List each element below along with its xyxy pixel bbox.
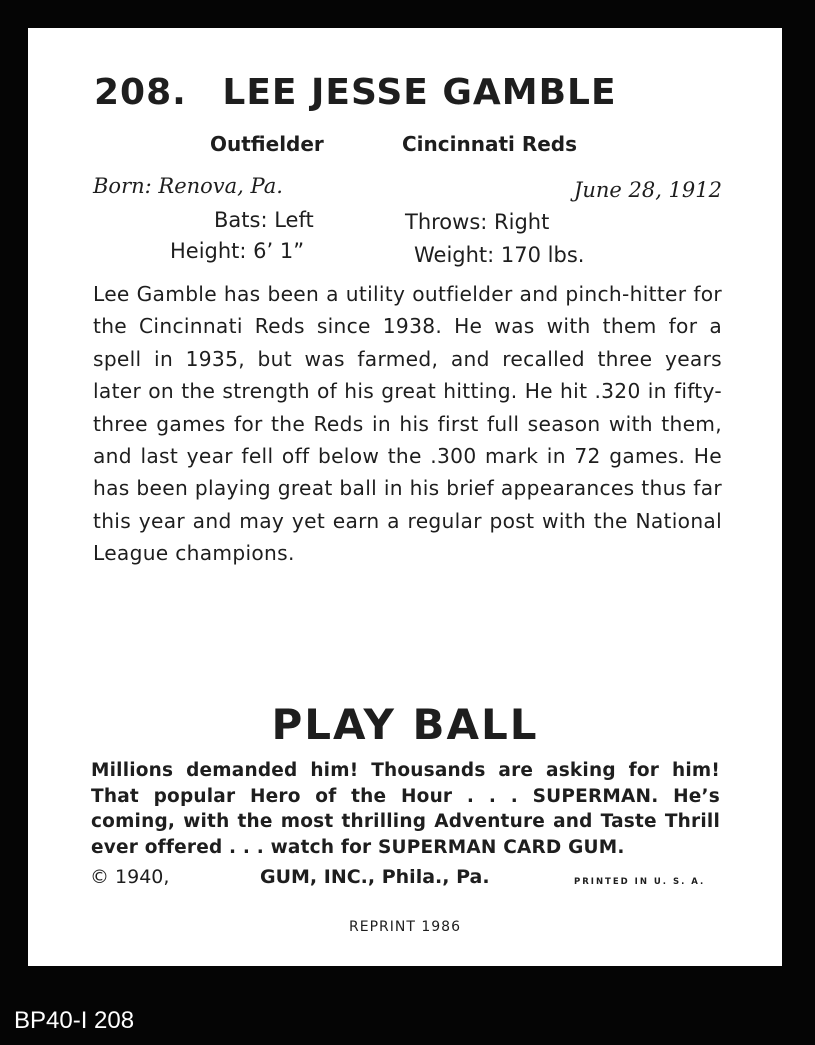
copyright: © 1940,: [90, 866, 170, 888]
player-name: LEE JESSE GAMBLE: [222, 72, 617, 113]
player-team: Cincinnati Reds: [402, 132, 578, 156]
card-number: 208.: [94, 72, 187, 113]
bats-stat: Bats: Left: [214, 208, 314, 232]
height-stat: Height: 6’ 1”: [170, 239, 305, 263]
weight-stat: Weight: 170 lbs.: [414, 243, 585, 267]
publisher: GUM, INC., Phila., Pa.: [260, 866, 490, 888]
player-biography: Lee Gamble has been a utility outfielder and pinch-hitter for the Cincinnati Reds since 1938. He was with them for a spell in 1935, but was farmed, and recalled three years later on the strength of his great hitting. He hit .320 in fifty-three games for the Reds in his first full season with them, and last year fell off below the .300 mark in 72 games. He has been playing great ball in his brief appearances thus far this year and may yet earn a regular post with the National League champions.: [93, 282, 722, 566]
superman-promo-text: Millions demanded him! Thousands are asking for him! That popular Hero of the Hour . . . SUPERMAN. He’s coming, with the most thrilling Adventure and Taste Thrill ever offered . . . watch for SUPERMAN CARD GUM.: [91, 760, 720, 858]
birth-date: June 28, 1912: [573, 178, 722, 202]
player-position: Outfielder: [210, 132, 324, 156]
card-header: [94, 72, 617, 113]
birth-place: Born: Renova, Pa.: [93, 174, 283, 198]
play-ball-title: PLAY BALL: [271, 700, 539, 749]
catalog-id-label: BP40-I 208: [14, 1007, 135, 1034]
throws-stat: Throws: Right: [405, 210, 550, 234]
card-back: [28, 28, 782, 966]
reprint-note: REPRINT 1986: [349, 919, 461, 935]
printed-in-usa: PRINTED IN U. S. A.: [574, 877, 706, 887]
